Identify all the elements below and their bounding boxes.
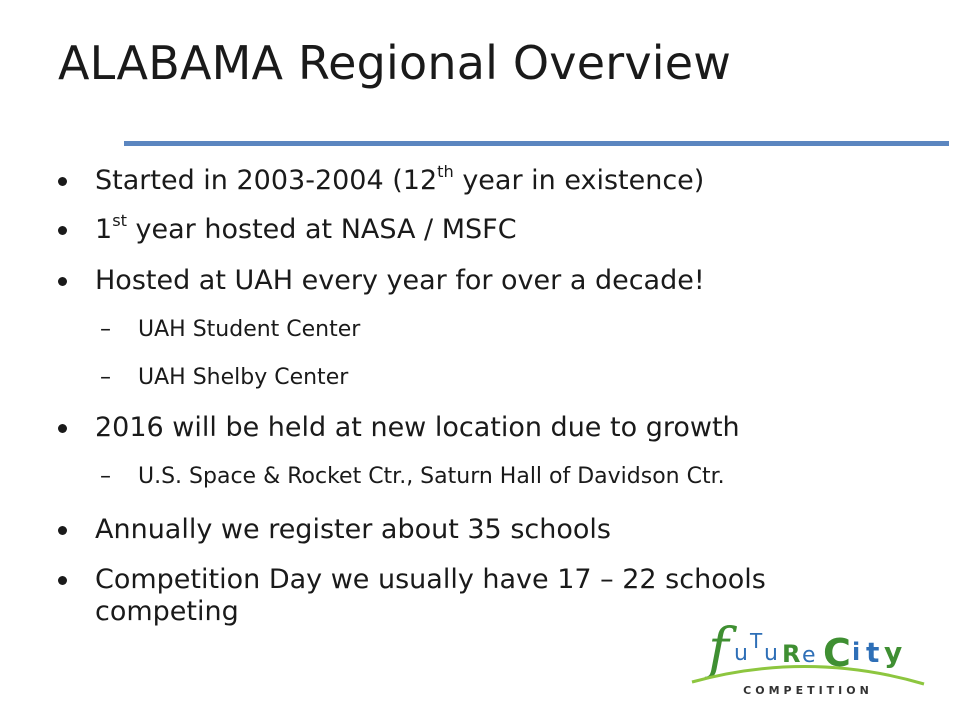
bullet-started-text: Started in 2003-2004 (12 [95, 165, 438, 196]
logo-letter-t: T [750, 629, 763, 653]
logo-letter-f: f [708, 617, 729, 682]
bullet-competition-day: Competition Day we usually have 17 – 22 schools competing [95, 564, 915, 628]
bullet-first-year-text: 1 [95, 214, 113, 245]
bullet-first-year-text-end: year hosted at NASA / MSFC [126, 214, 517, 245]
slide-title: ALABAMA Regional Overview [58, 36, 732, 90]
logo-letter-u2: u [764, 641, 778, 666]
logo-letter-t2: t [866, 636, 880, 669]
sub-bullet-shelby-center: – UAH Shelby Center [138, 364, 348, 392]
bullet-annual-registration: Annually we register about 35 schools [95, 514, 611, 545]
sub-bullet-student-center: – UAH Student Center [138, 316, 360, 344]
bullet-started-sup: th [437, 161, 454, 181]
logo-letter-y: y [884, 636, 903, 669]
logo-letter-r: R [782, 640, 801, 668]
bullet-first-year [95, 210, 517, 246]
logo-letter-c: C [823, 631, 851, 675]
future-city-logo [688, 610, 928, 710]
logo-tagline: COMPETITION [743, 684, 873, 697]
logo-letter-e: e [802, 643, 816, 668]
bullet-started-text-end: year in existence) [453, 165, 705, 196]
sub-bullet-space-rocket: – U.S. Space & Rocket Ctr., Saturn Hall of Davidson Ctr. [138, 463, 725, 491]
bullet-2016-location: 2016 will be held at new location due to growth [95, 412, 740, 443]
logo-letter-i: i [852, 638, 861, 666]
bullet-hosted-uah: Hosted at UAH every year for over a decade! [95, 265, 705, 296]
bullet-started [95, 161, 705, 197]
logo-letter-u1: u [734, 641, 748, 666]
bullet-first-year-sup: st [112, 210, 127, 230]
